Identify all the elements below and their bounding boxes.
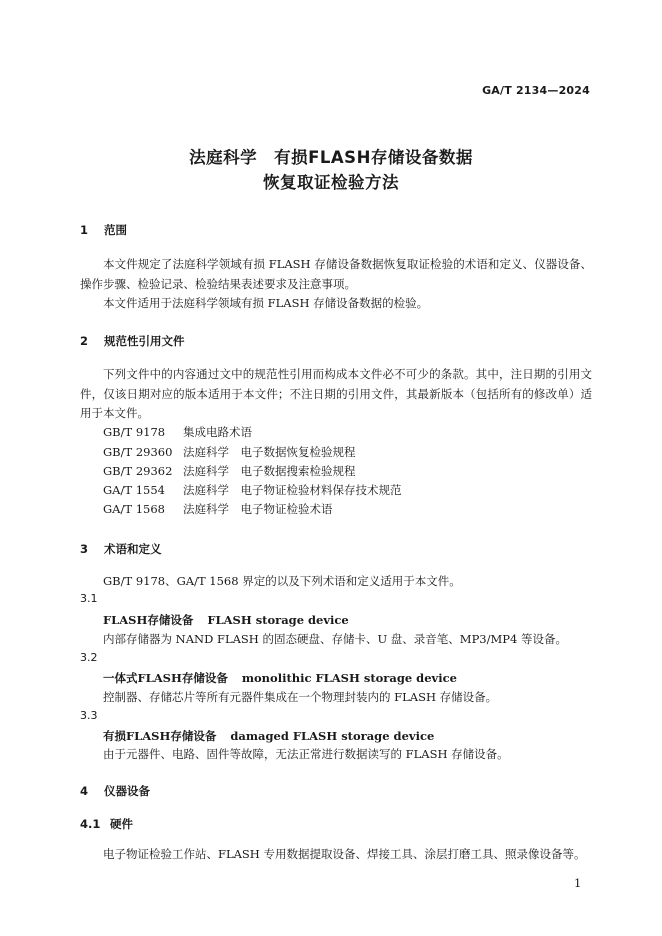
subsection-4-1-text: 电子物证检验工作站、FLASH 专用数据提取设备、焊接工具、涂层打磨工具、照录像设备等。	[103, 847, 586, 861]
section-title: 规范性引用文件	[104, 334, 185, 348]
term-cn: 有损FLASH存储设备	[103, 729, 217, 743]
reference-title: 法庭科学 电子数据恢复检验规程	[183, 445, 356, 459]
term-en: monolithic FLASH storage device	[241, 671, 457, 685]
paragraph: 本文件规定了法庭科学领域有损 FLASH 存储设备数据恢复取证检验的术语和定义、仪器设备、操作步骤、检验记录、检验结果表述要求及注意事项。	[80, 257, 592, 291]
reference-item	[103, 463, 356, 479]
term-number: 3.1	[80, 592, 98, 605]
reference-item	[103, 501, 333, 517]
term-cn: 一体式FLASH存储设备	[103, 671, 228, 685]
section-number: 1	[80, 223, 89, 237]
section-2-intro	[80, 365, 592, 424]
section-2-heading	[80, 333, 185, 349]
term-definition: 控制器、存储芯片等所有元器件集成在一个物理封装内的 FLASH 存储设备。	[103, 690, 498, 704]
reference-code: GB/T 9178	[103, 425, 166, 439]
term-en: FLASH storage device	[207, 613, 349, 627]
reference-title: 法庭科学 电子数据搜索检验规程	[183, 464, 356, 478]
section-3-heading	[80, 541, 162, 557]
section-number: 2	[80, 334, 89, 348]
reference-title: 集成电路术语	[183, 425, 252, 439]
term-cn: FLASH存储设备	[103, 613, 194, 627]
document-title-line1: 法庭科学 有损FLASH存储设备数据	[189, 148, 473, 167]
reference-item	[103, 444, 356, 460]
standard-code: GA/T 2134—2024	[482, 84, 590, 97]
term-en: damaged FLASH storage device	[230, 729, 435, 743]
term-number: 3.2	[80, 651, 98, 664]
section-title: 仪器设备	[104, 784, 150, 798]
section-number: 3	[80, 542, 89, 556]
subsection-4-1-heading	[80, 816, 133, 832]
page-number: 1	[574, 876, 582, 890]
section-3-intro: GB/T 9178、GA/T 1568 界定的以及下列术语和定义适用于本文件。	[103, 574, 461, 588]
term-number: 3.3	[80, 709, 98, 722]
term-heading	[103, 670, 457, 686]
term-definition: 由于元器件、电路、固件等故障，无法正常进行数据读写的 FLASH 存储设备。	[103, 747, 509, 761]
section-1-heading	[80, 222, 127, 238]
paragraph: 下列文件中的内容通过文中的规范性引用而构成本文件必不可少的条款。其中，注日期的引用文件，仅该日期对应的版本适用于本文件；不注日期的引用文件，其最新版本（包括所有的修改单）适用于本文件。	[80, 367, 592, 420]
reference-code: GB/T 29360	[103, 445, 173, 459]
reference-code: GB/T 29362	[103, 464, 173, 478]
term-heading	[103, 612, 349, 628]
term-definition: 内部存储器为 NAND FLASH 的固态硬盘、存储卡、U 盘、录音笔、MP3/MP4 等设备。	[103, 632, 567, 646]
reference-item	[103, 424, 252, 440]
reference-title: 法庭科学 电子物证检验术语	[183, 502, 333, 516]
document-title-line2: 恢复取证检验方法	[263, 173, 399, 192]
reference-code: GA/T 1568	[103, 502, 165, 516]
section-4-heading	[80, 783, 150, 799]
section-title: 范围	[104, 223, 127, 237]
subsection-title: 硬件	[110, 817, 133, 831]
reference-code: GA/T 1554	[103, 483, 165, 497]
paragraph: 本文件适用于法庭科学领域有损 FLASH 存储设备数据的检验。	[103, 296, 429, 310]
section-1-body	[80, 255, 592, 314]
subsection-number: 4.1	[80, 817, 101, 831]
section-title: 术语和定义	[104, 542, 162, 556]
reference-title: 法庭科学 电子物证检验材料保存技术规范	[183, 483, 402, 497]
reference-item	[103, 482, 402, 498]
section-number: 4	[80, 784, 89, 798]
term-heading	[103, 728, 434, 744]
